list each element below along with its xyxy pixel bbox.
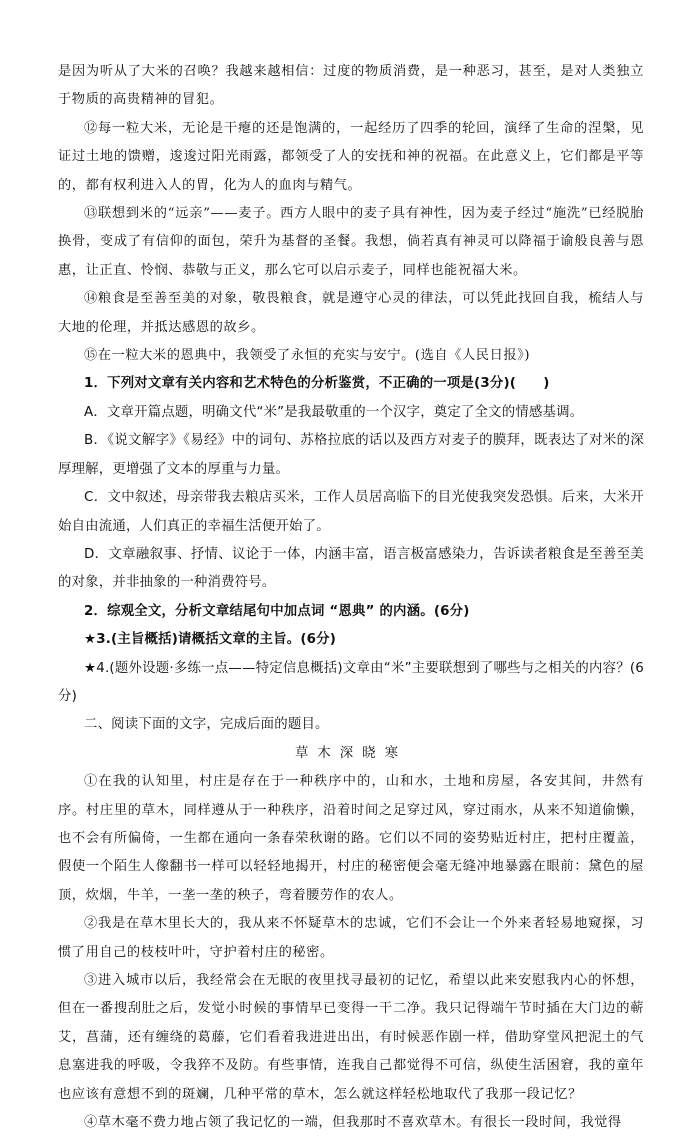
- question-3: ★3.(主旨概括)请概括文章的主旨。(6分): [84, 632, 337, 648]
- question-2: 2．综观全文，分析文章结尾句中加点词 “恩典” 的内涵。(6分): [84, 603, 470, 619]
- passage1-paragraph-15: ⑮在一粒大米的恩典中，我领受了永恒的充实与安宁。(选自《人民日报》): [84, 348, 531, 364]
- passage1-paragraph-12: ⑫每一粒大米，无论是干瘪的还是饱满的，一起经历了四季的轮回，演绎了生命的涅槃，见证过土地的馈赠，逡逡过阳光雨露，都领受了人的安抚和神的祝福。在此意义上，它们都是平等的，都有权利进入人的胃，化为人的血肉与精气。: [58, 120, 644, 193]
- question-1-stem: 1．下列对文章有关内容和艺术特色的分析鉴赏，不正确的一项是(3分)( ): [84, 376, 550, 392]
- passage-2-title: 草木深晓寒: [295, 745, 407, 761]
- passage2-paragraph-3: ③进入城市以后，我经常会在无眠的夜里找寻最初的记忆，希望以此来安慰我内心的怀想，但在一番搜刮肚之后，发觉小时候的事情早已变得一干二净。我只记得端午节时插在大门边的蕲艾，菖蒲，还有缠绕的葛藤，它们看着我进进出出，有时候恶作剧一样，借助穿堂风把泥土的气息塞进我的呼吸，令我猝不及防。有些事情，连我自己都觉得不可信，纵使生活困窘，我的童年也应该有意想不到的斑斓，几种平常的草木，怎么就这样轻松地取代了我那一段记忆？: [58, 973, 644, 1102]
- question-1-option-b: B．《说文解字》《易经》中的词句、苏格拉底的话以及西方对麦子的膜拜，既表达了对米的深厚理解，更增强了文本的厚重与力量。: [58, 433, 644, 477]
- question-1-option-c: C．文中叙述，母亲带我去粮店买米，工作人员居高临下的目光使我突发恐惧。后来，大米开始自由流通，人们真正的幸福生活便开始了。: [58, 490, 644, 534]
- passage2-paragraph-4: ④草木毫不费力地占领了我记忆的一端，但我那时不喜欢草木。有很长一段时间，我觉得: [84, 1115, 622, 1131]
- question-1-option-a: A．文章开篇点题，明确文代“米”是我最敬重的一个汉字，奠定了全文的情感基调。: [84, 404, 584, 420]
- question-1-option-d: D．文章融叙事、抒情、议论于一体，内涵丰富，语言极富感染力，告诉读者粮食是至善至美的对象，并非抽象的一种消费符号。: [58, 546, 644, 591]
- passage1-paragraph-14: ⑭粮食是至善至美的对象，敬畏粮食，就是遵守心灵的律法，可以凭此找回自我，梳结人与大地的伦理，并抵达感恩的故乡。: [58, 291, 644, 335]
- passage1-paragraph-13: ⑬联想到米的“远亲”——麦子。西方人眼中的麦子具有神性，因为麦子经过“施洗”已经脱胎换骨，变成了有信仰的面包，荣升为基督的圣餐。我想，倘若真有神灵可以降福于谕般良善与恩惠，让正直、怜悯、恭敬与正义，那么它可以启示麦子，同样也能祝福大米。: [58, 206, 644, 278]
- passage2-paragraph-1: ①在我的认知里，村庄是存在于一种秩序中的，山和水，土地和房屋，各安其间，井然有序。村庄里的草木，同样遵从于一种秩序，沿着时间之足穿过风，穿过雨水，从来不知道偷懒，也不会有所偏倚，一生都在通向一条春荣秋谢的路。它们以不同的姿势贴近村庄，把村庄覆盖，假使一个陌生人像翻书一样可以轻轻地揭开，村庄的秘密便会毫无缝冲地暴露在眼前：黛色的屋顶，炊烟，牛羊，一垄一垄的秧子，弯着腰劳作的农人。: [58, 774, 644, 903]
- passage2-paragraph-2: ②我是在草木里长大的，我从来不怀疑草木的忠诚，它们不会让一个外来者轻易地窥探，习惯了用自己的枝枝叶叶，守护着村庄的秘密。: [58, 916, 644, 960]
- section-2-heading: 二、阅读下面的文字，完成后面的题目。: [84, 717, 329, 733]
- question-4: ★4.(题外设题·多练一点——特定信息概括)文章由“米”主要联想到了哪些与之相关的内容？(6分): [58, 660, 644, 704]
- passage1-paragraph-11-end: 是因为听从了大米的召唤？我越来越相信：过度的物质消费，是一种恶习，甚至，是对人类独立于物质的高贵精神的冒犯。: [58, 64, 644, 108]
